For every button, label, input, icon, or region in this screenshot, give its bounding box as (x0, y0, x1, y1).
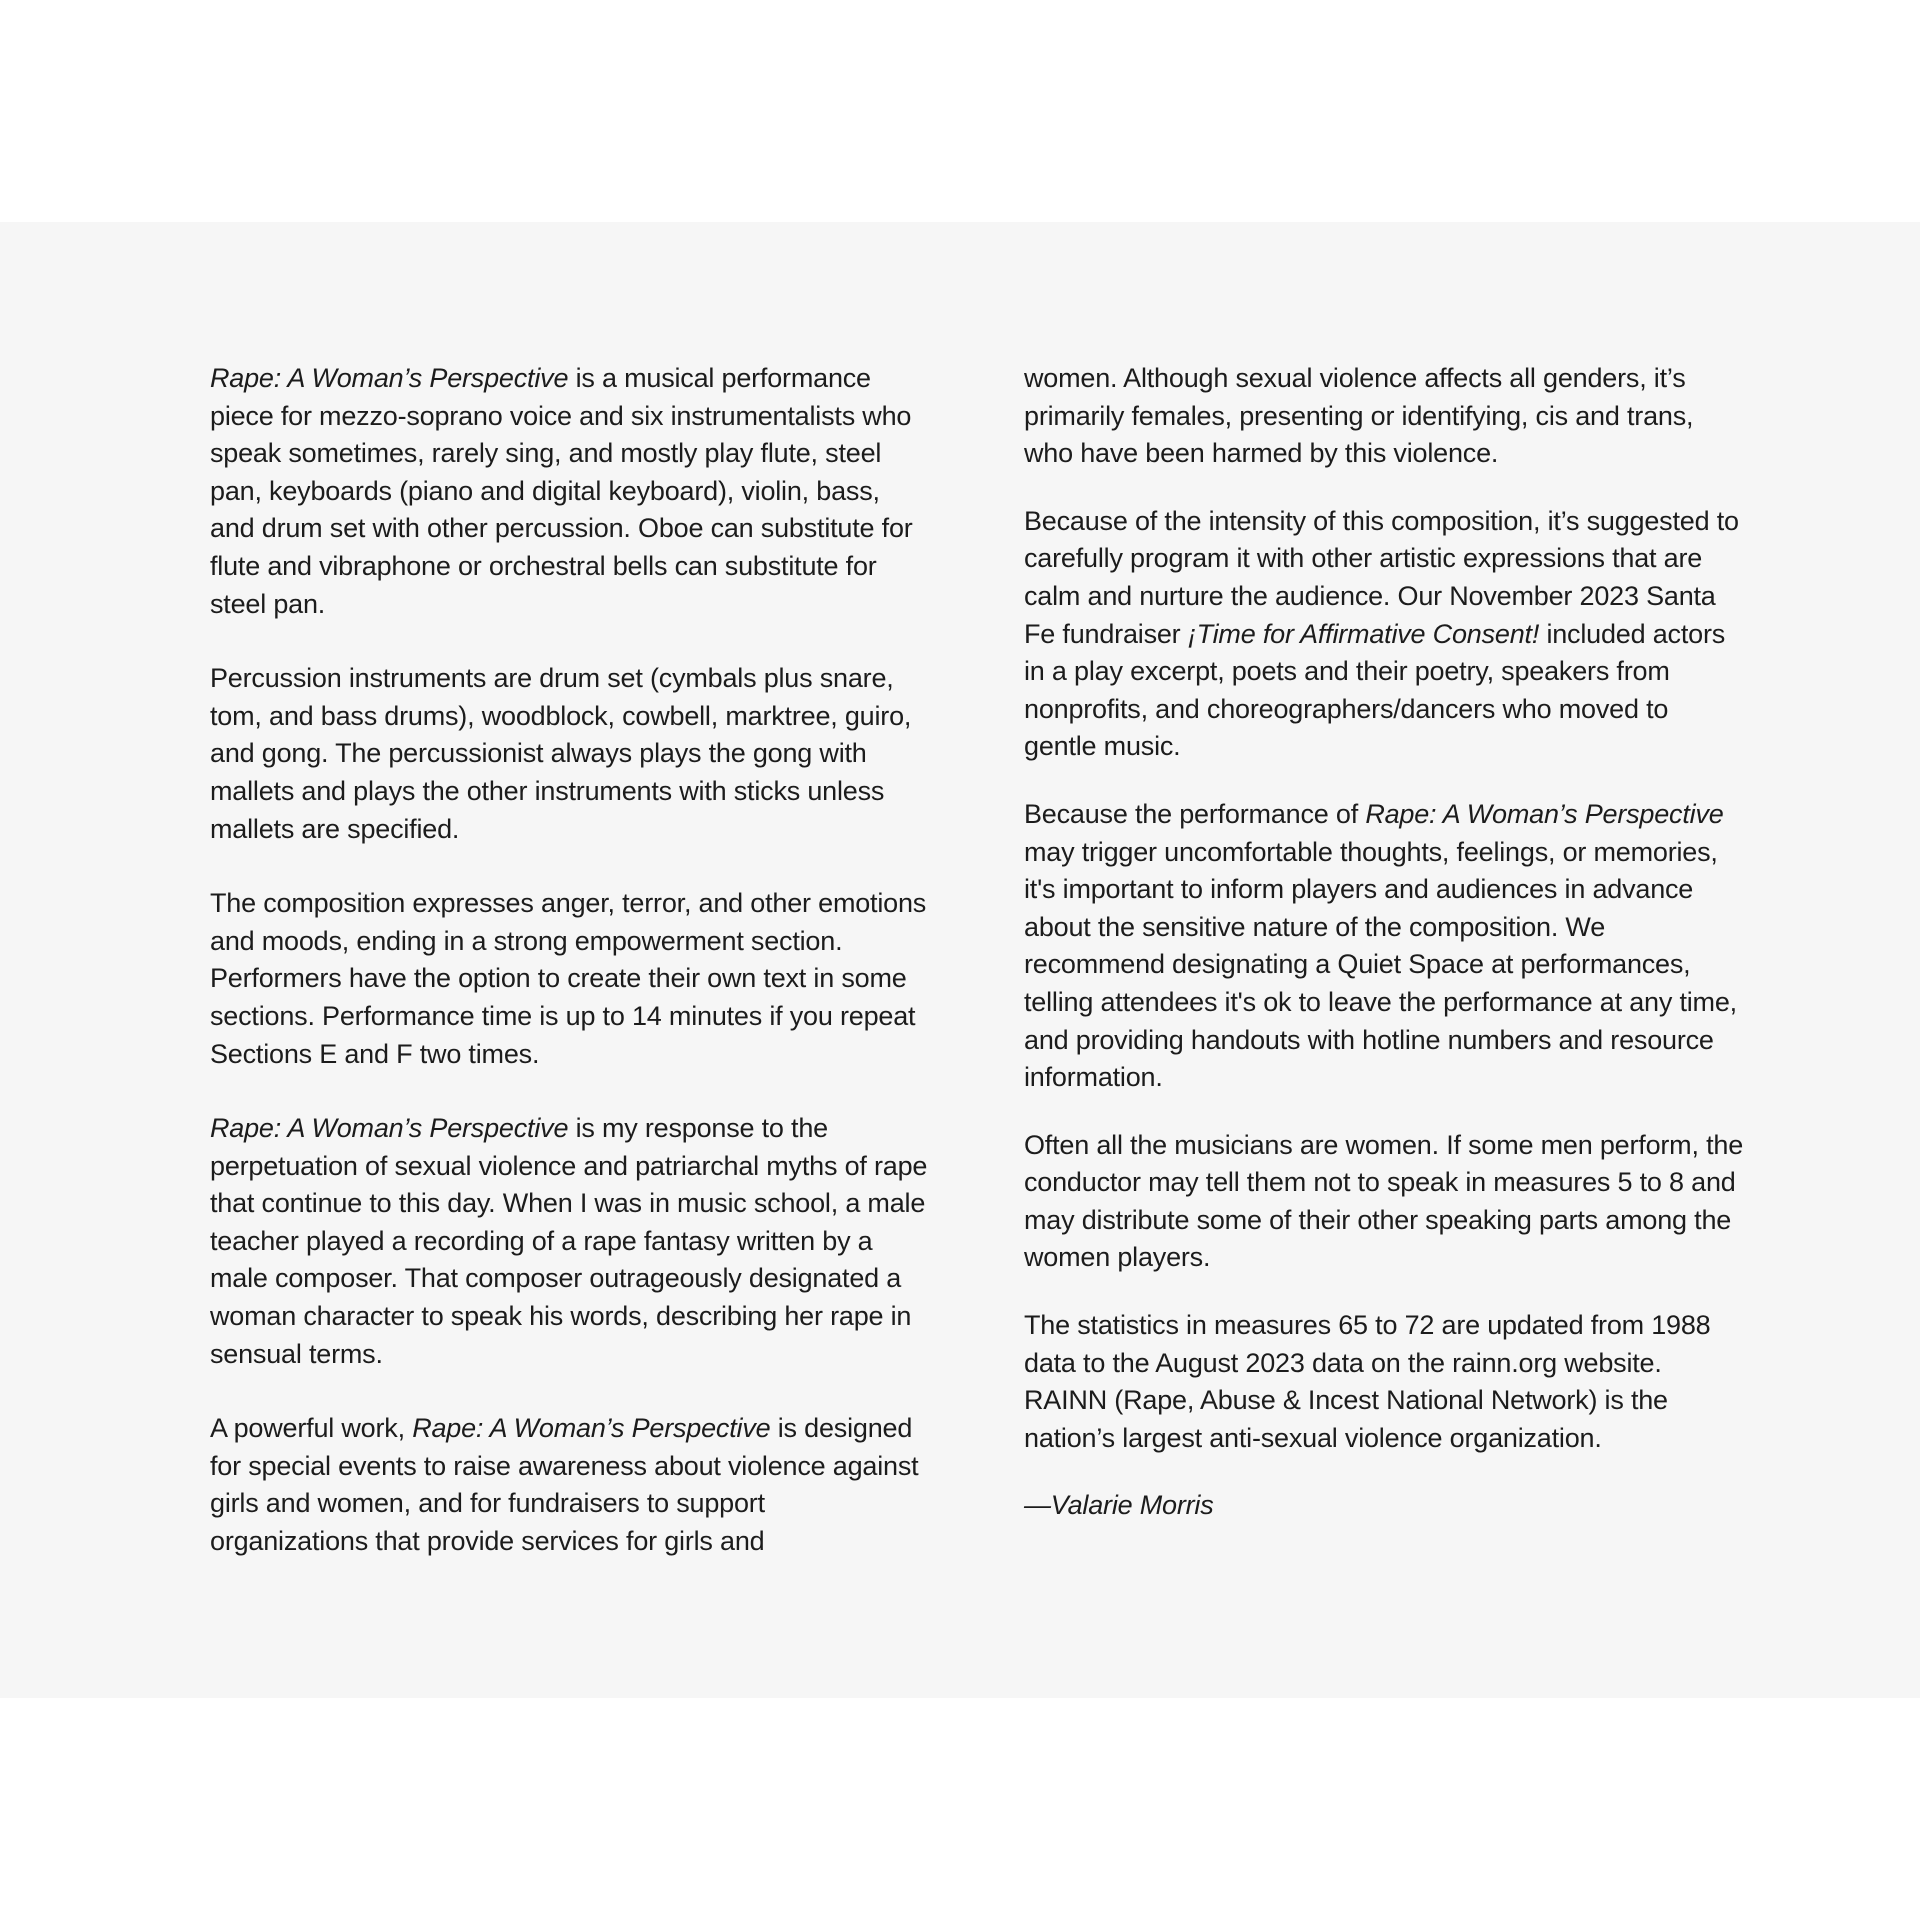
right-paragraph (1024, 503, 1744, 766)
text-run: included actors in a play excerpt, poets and their poetry, speakers from nonprofits, and choreographers/dancers who moved to gentle music. (1024, 618, 1726, 762)
right-column (1024, 360, 1744, 1525)
text-run: may trigger uncomfortable thoughts, feelings, or memories, it's important to inform players and audiences in advance about the sensitive nature of the composition. We recommend designating a Quiet Space at performances, telling attendees it's ok to leave the performance at any time, and providing handouts with hotline numbers and resource information. (1024, 836, 1737, 1093)
left-paragraph (210, 885, 930, 1073)
text-run: Often all the musicians are women. If some men perform, the conductor may tell them not to speak in measures 5 to 8 and may distribute some of their other speaking parts among the women players. (1024, 1129, 1744, 1273)
text-run: is a musical performance piece for mezzo-soprano voice and six instrumentalists who speak sometimes, rarely sing, and mostly play flute, steel pan, keyboards (piano and digital keyboard), violin, bass, and drum set with other percussion. Oboe can substitute for flute and vibraphone or orchestral bells can substitute for steel pan. (210, 363, 913, 619)
text-run: Because of the intensity of this composition, it’s suggested to carefully program it with other artistic expressions that are calm and nurture the audience. Our November 2023 Santa Fe fundraiser (1024, 505, 1739, 649)
text-run: Percussion instruments are drum set (cymbals plus snare, tom, and bass drums), woodblock, cowbell, marktree, guiro, and gong. The percussionist always plays the gong with mallets and plays the other instruments with sticks unless mallets are specified. (210, 663, 912, 844)
text-run: is my response to the perpetuation of sexual violence and patriarchal myths of rape that continue to this day. When I was in music school, a male teacher played a recording of a rape fantasy written by a male composer. That composer outrageously designated a woman character to speak his words, describing her rape in sensual terms. (210, 1113, 928, 1369)
left-column (210, 360, 930, 1598)
text-run: is designed for special events to raise awareness about violence against girls and women, and for fundraisers to support organizations that provide services for girls and (210, 1413, 919, 1557)
italic-title: Rape: A Woman’s Perspective (412, 1413, 771, 1444)
text-run: women. Although sexual violence affects all genders, it’s primarily females, presenting or identifying, cis and trans, who have been harmed by this violence. (1024, 363, 1694, 469)
right-paragraph (1024, 360, 1744, 473)
text-run: Because the performance of (1024, 798, 1366, 829)
left-paragraph (210, 1110, 930, 1373)
left-paragraph (210, 660, 930, 848)
text-run: A powerful work, (210, 1413, 413, 1444)
left-paragraph (210, 360, 930, 623)
italic-title: Rape: A Woman’s Perspective (1365, 798, 1724, 829)
document-page (0, 222, 1920, 1698)
right-paragraph (1024, 1307, 1744, 1457)
right-paragraph (1024, 1127, 1744, 1277)
text-run: The statistics in measures 65 to 72 are updated from 1988 data to the August 2023 data on the rainn.org website. RAINN (Rape, Abuse & Incest National Network) is the nation’s largest anti-sexual violence organization. (1024, 1310, 1711, 1453)
italic-title: Rape: A Woman’s Perspective (210, 1113, 569, 1144)
right-paragraph (1024, 796, 1744, 1097)
italic-title: Rape: A Woman’s Perspective (210, 363, 569, 393)
italic-title: ¡Time for Affirmative Consent! (1187, 618, 1540, 649)
signature: —Valarie Morris (1024, 1490, 1214, 1521)
left-paragraph (210, 1410, 930, 1560)
text-run: The composition expresses anger, terror, and other emotions and moods, ending in a strong empowerment section. Performers have the option to create their own text in some sections. Performance time is up to 14 minutes if you repeat Sections E and F two times. (210, 888, 927, 1069)
